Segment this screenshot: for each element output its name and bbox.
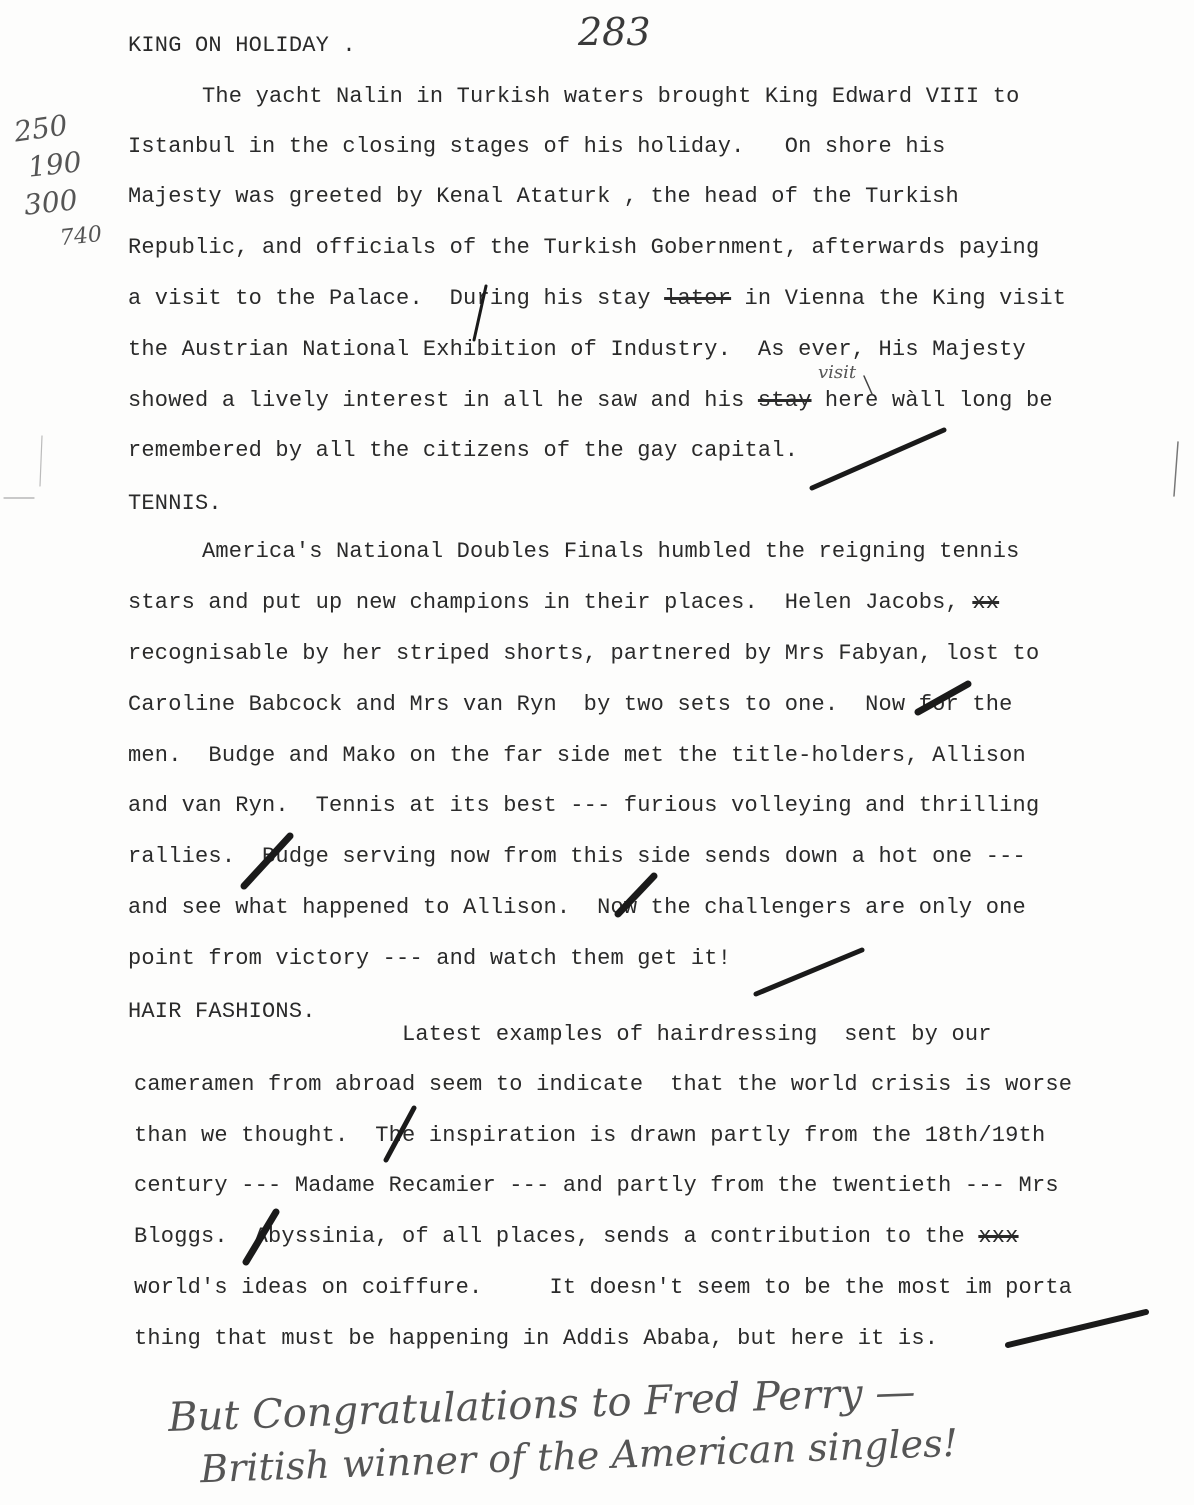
text-line: Caroline Babcock and Mrs van Ryn by two sets to one. Now for the bbox=[128, 692, 1013, 717]
struck-word: stay bbox=[757, 388, 812, 413]
section-heading-king: KING ON HOLIDAY . bbox=[128, 33, 356, 58]
margin-figure: 300 bbox=[22, 183, 80, 222]
visit-insertion: visit bbox=[818, 362, 857, 383]
text-line: and see what happened to Allison. Now the challengers are only one bbox=[128, 895, 1026, 920]
text-line: point from victory --- and watch them get it! bbox=[128, 946, 732, 971]
cut-mark bbox=[244, 836, 290, 886]
text-line: America's National Doubles Finals humbled the reigning tennis bbox=[202, 539, 1020, 564]
margin-figure: 250 bbox=[11, 108, 70, 149]
cut-mark bbox=[246, 1212, 276, 1262]
cut-mark bbox=[474, 286, 486, 340]
page-number: 283 bbox=[578, 10, 651, 54]
text-segment: showed a lively interest in all he saw and his bbox=[128, 388, 758, 413]
text-line: recognisable by her striped shorts, partnered by Mrs Fabyan, lost to bbox=[128, 641, 1040, 666]
struck-word: later bbox=[664, 286, 732, 311]
text-line: century --- Madame Recamier --- and partly from the twentieth --- Mrs bbox=[134, 1173, 1059, 1198]
text-line: world's ideas on coiffure. It doesn't seem to be the most im porta bbox=[134, 1275, 1073, 1300]
text-segment: stars and put up new champions in their places. Helen Jacobs, bbox=[128, 590, 973, 615]
caret-mark bbox=[864, 376, 872, 394]
text-line: Istanbul in the closing stages of his holiday. On shore his bbox=[128, 134, 946, 159]
text-segment: Bloggs. Abyssinia, of all places, sends a contribution to the bbox=[134, 1224, 979, 1249]
margin-figure: 190 bbox=[26, 145, 84, 184]
cut-mark bbox=[812, 430, 944, 488]
text-segment: in Vienna the King visit bbox=[731, 286, 1067, 311]
text-line: thing that must be happening in Addis Ababa, but here it is. bbox=[134, 1326, 939, 1351]
text-line: Republic, and officials of the Turkish Gobernment, afterwards paying bbox=[128, 235, 1040, 260]
text-segment: here wàll long be bbox=[811, 388, 1053, 413]
margin-figure: 740 bbox=[58, 221, 104, 252]
margin-rule bbox=[40, 436, 42, 486]
text-line: cameramen from abroad seem to indicate that the world crisis is worse bbox=[134, 1072, 1073, 1097]
handwritten-note-line-2: British winner of the American singles! bbox=[199, 1420, 959, 1492]
cut-mark bbox=[756, 950, 862, 994]
struck-word: xx bbox=[972, 590, 1000, 615]
struck-word: xxx bbox=[978, 1224, 1019, 1249]
text-line: the Austrian National Exhibition of Industry. As ever, His Majesty bbox=[128, 337, 1026, 362]
cut-mark bbox=[386, 1108, 414, 1160]
text-line: rallies. Budge serving now from this side sends down a hot one --- bbox=[128, 844, 1026, 869]
section-heading-hair: HAIR FASHIONS. bbox=[128, 999, 316, 1024]
cut-mark bbox=[1008, 1312, 1146, 1345]
section-heading-tennis: TENNIS. bbox=[128, 491, 222, 516]
cut-mark bbox=[618, 876, 654, 914]
text-line: and van Ryn. Tennis at its best --- furious volleying and thrilling bbox=[128, 793, 1040, 818]
text-line: Majesty was greeted by Kenal Ataturk , the head of the Turkish bbox=[128, 184, 959, 209]
text-line: The yacht Nalin in Turkish waters brought King Edward VIII to bbox=[202, 84, 1020, 109]
handwritten-note-line-1: But Congratulations to Fred Perry — bbox=[167, 1368, 917, 1442]
margin-rule bbox=[1174, 442, 1178, 496]
cut-mark bbox=[918, 684, 968, 712]
text-line: Latest examples of hairdressing sent by our bbox=[402, 1022, 992, 1047]
text-line: remembered by all the citizens of the gay capital. bbox=[128, 438, 799, 463]
text-segment: a visit to the Palace. During his stay bbox=[128, 286, 665, 311]
text-line: men. Budge and Mako on the far side met the title-holders, Allison bbox=[128, 743, 1026, 768]
text-line: than we thought. The inspiration is drawn partly from the 18th/19th bbox=[134, 1123, 1046, 1148]
